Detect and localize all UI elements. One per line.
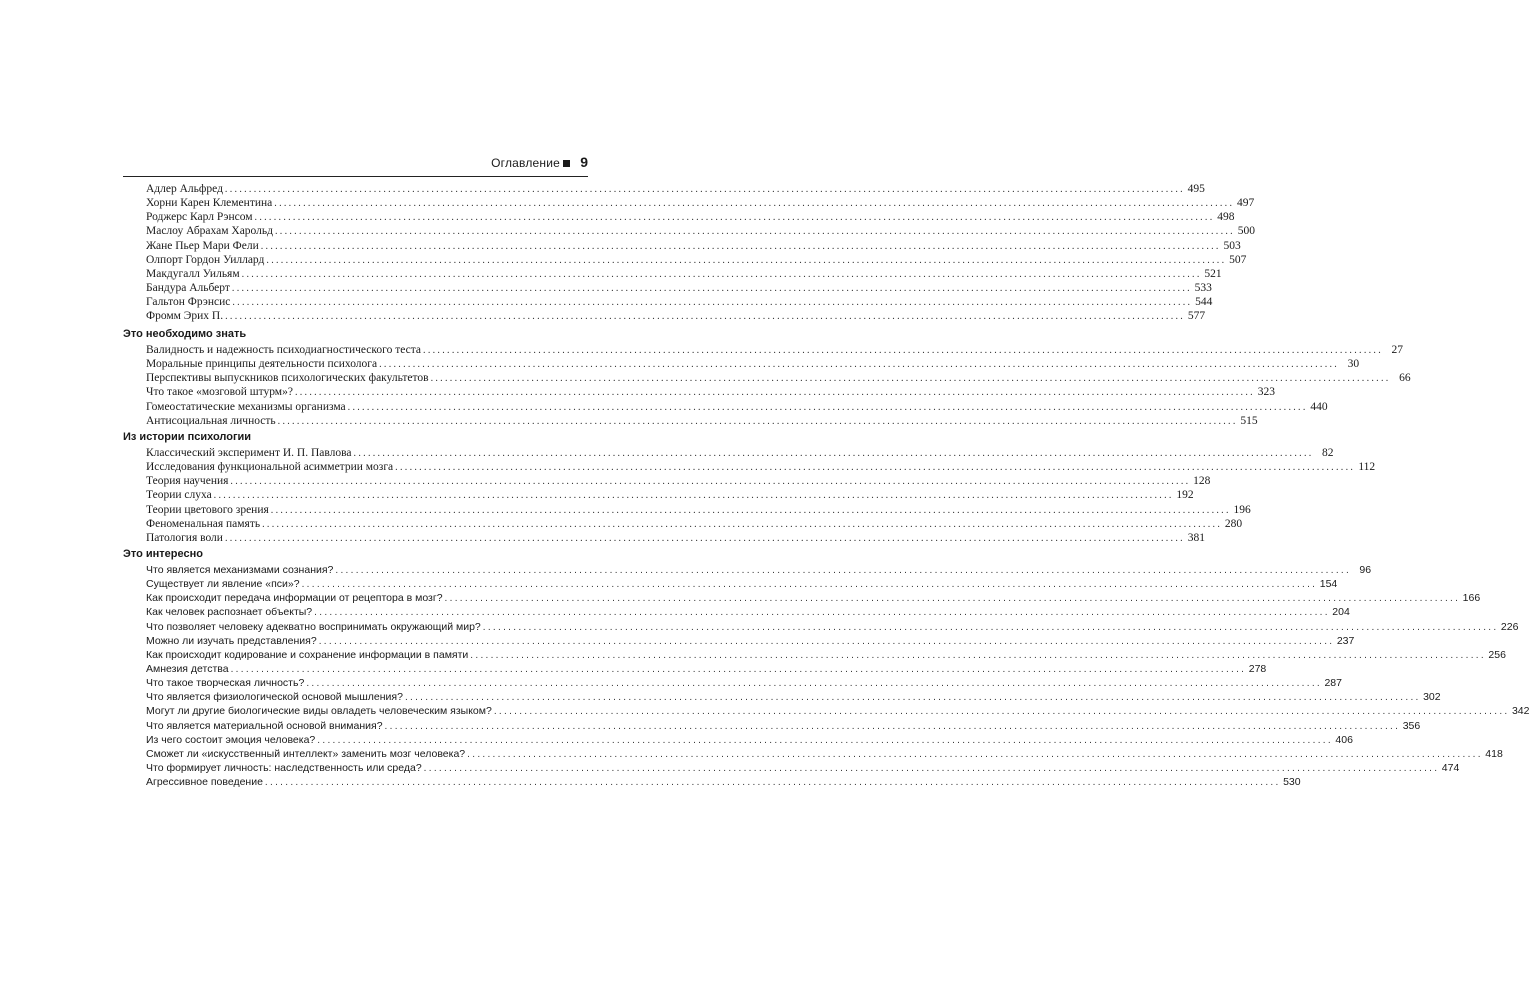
dot-leader: ........................................................................................................................................................................................................	[430, 373, 1391, 385]
entry-title: Бандура Альберт	[146, 281, 230, 294]
entry-title: Что является физиологической основой мышления?	[146, 691, 403, 704]
toc-entry	[123, 733, 1353, 747]
dot-leader: ........................................................................................................................................................................................................	[231, 282, 1192, 294]
toc-entry	[123, 343, 1404, 357]
toc-entry	[123, 253, 1247, 267]
toc-entry	[123, 210, 1235, 224]
dot-leader: ........................................................................................................................................................................................................	[423, 762, 1440, 774]
entry-page-number: 82	[1322, 447, 1334, 459]
dot-leader: ........................................................................................................................................................................................................	[317, 734, 1333, 746]
dot-leader: ........................................................................................................................................................................................................	[241, 268, 1202, 280]
dot-leader: ........................................................................................................................................................................................................	[404, 692, 1421, 704]
toc-entry	[123, 400, 1328, 414]
entry-title: Фромм Эрих П.	[146, 310, 224, 323]
entry-page-number: 192	[1176, 489, 1194, 502]
section-title: Это необходимо знать	[123, 328, 247, 340]
entry-title: Теории цветового зрения	[146, 503, 269, 516]
toc-entry	[123, 371, 1411, 385]
dot-leader: ........................................................................................................................................................................................................	[482, 621, 1499, 633]
toc-section-interesting	[123, 547, 1530, 789]
dot-leader: ........................................................................................................................................................................................................	[314, 607, 1330, 619]
entry-page-number: 30	[1347, 358, 1360, 371]
dot-leader: ........................................................................................................................................................................................................	[270, 504, 1231, 516]
toc-section-personalities	[123, 182, 1255, 323]
toc-section-must-know	[123, 327, 1411, 428]
entry-title: Теории слуха	[146, 489, 212, 502]
dot-leader: ........................................................................................................................................................................................................	[277, 415, 1238, 427]
dot-leader: ........................................................................................................................................................................................................	[470, 649, 1486, 661]
entry-page-number: 154	[1319, 578, 1338, 591]
toc-entry	[123, 267, 1222, 281]
entry-title: Как человек распознает объекты?	[146, 606, 313, 619]
dot-leader: ........................................................................................................................................................................................................	[467, 748, 1483, 760]
entry-title: Жане Пьер Мари Фели	[146, 239, 259, 252]
dot-leader: ........................................................................................................................................................................................................	[213, 490, 1174, 502]
entry-title: Гомеостатические механизмы организма	[146, 400, 346, 413]
entry-page-number: 278	[1248, 662, 1267, 675]
dot-leader: ........................................................................................................................................................................................................	[444, 593, 1461, 605]
toc-entry	[123, 196, 1255, 210]
entry-title: Существует ли явление «пси»?	[146, 578, 300, 591]
entry-title: Что является материальной основой внимания?	[146, 719, 383, 732]
toc-entry	[123, 309, 1206, 323]
toc-entry	[123, 239, 1241, 253]
dot-leader: ........................................................................................................................................................................................................	[225, 311, 1186, 323]
entry-page-number: 381	[1187, 531, 1205, 544]
running-head-title: Оглавление	[491, 156, 560, 170]
toc-entry	[123, 488, 1194, 502]
entry-page-number: 503	[1223, 239, 1241, 252]
entry-title: Олпорт Гордон Уиллард	[146, 253, 265, 266]
toc-entry	[123, 605, 1350, 619]
dot-leader: ........................................................................................................................................................................................................	[384, 720, 1401, 732]
entry-title: Хорни Карен Клементина	[146, 197, 273, 210]
dot-leader: ........................................................................................................................................................................................................	[335, 565, 1352, 576]
entry-title: Моральные принципы деятельности психолога	[146, 358, 378, 371]
entry-title: Валидность и надежность психодиагностического теста	[146, 344, 422, 356]
dot-leader: ........................................................................................................................................................................................................	[306, 678, 1322, 690]
entry-title: Можно ли изучать представления?	[146, 634, 317, 647]
entry-page-number: 406	[1335, 733, 1353, 746]
entry-page-number: 166	[1462, 592, 1481, 605]
toc-entry	[123, 577, 1338, 591]
entry-page-number: 515	[1240, 414, 1258, 427]
entry-page-number: 530	[1283, 776, 1301, 789]
entry-title: Что является механизмами сознания?	[146, 564, 334, 576]
entry-title: Перспективы выпускников психологических факультетов	[146, 372, 429, 385]
toc-entry	[123, 648, 1506, 662]
entry-page-number: 495	[1187, 183, 1205, 195]
entry-page-number: 96	[1359, 564, 1372, 576]
dot-leader: ........................................................................................................................................................................................................	[224, 532, 1185, 544]
dot-leader: ........................................................................................................................................................................................................	[423, 345, 1384, 356]
square-bullet-icon	[563, 160, 570, 167]
entry-title: Амнезия детства	[146, 662, 229, 675]
dot-leader: ........................................................................................................................................................................................................	[264, 777, 1281, 789]
toc-entry	[123, 704, 1530, 718]
dot-leader: ........................................................................................................................................................................................................	[395, 462, 1356, 474]
entry-title: Что такое «мозговой штурм»?	[146, 386, 293, 399]
entry-page-number: 196	[1233, 503, 1251, 516]
entry-page-number: 533	[1194, 281, 1212, 294]
entry-page-number: 577	[1187, 310, 1206, 323]
entry-page-number: 204	[1332, 606, 1350, 619]
entry-title: Макдугалл Уильям	[146, 267, 240, 280]
toc-entry	[123, 531, 1205, 545]
toc-entry	[123, 446, 1334, 460]
entry-title: Феноменальная память	[146, 517, 261, 530]
dot-leader: ........................................................................................................................................................................................................	[232, 297, 1193, 309]
entry-title: Классический эксперимент И. П. Павлова	[146, 447, 352, 459]
toc-entry	[123, 775, 1301, 789]
dot-leader: ........................................................................................................................................................................................................	[266, 254, 1227, 266]
toc-entry	[123, 690, 1441, 704]
toc-entry	[123, 474, 1211, 488]
dot-leader: ........................................................................................................................................................................................................	[224, 184, 1185, 195]
entry-page-number: 226	[1500, 620, 1519, 633]
entry-title: Что позволяет человеку адекватно воспринимать окружающий мир?	[146, 620, 481, 633]
toc-entry	[123, 357, 1360, 371]
entry-title: Агрессивное поведение	[146, 776, 263, 789]
toc-entry	[123, 761, 1460, 775]
entry-page-number: 342	[1511, 705, 1530, 718]
toc-section-history	[123, 430, 1376, 545]
section-title: Из истории психологии	[123, 431, 252, 443]
toc-entry	[123, 591, 1481, 605]
dot-leader: ........................................................................................................................................................................................................	[230, 663, 1247, 675]
dot-leader: ........................................................................................................................................................................................................	[493, 706, 1510, 718]
entry-title: Что такое творческая личность?	[146, 677, 305, 690]
toc-entry	[123, 281, 1212, 295]
entry-page-number: 112	[1358, 461, 1376, 474]
toc-entry	[123, 295, 1213, 309]
entry-page-number: 302	[1423, 691, 1441, 704]
entry-title: Антисоциальная личность	[146, 414, 276, 427]
toc-entry	[123, 620, 1519, 634]
toc-entry	[123, 224, 1255, 238]
entry-title: Адлер Альфред	[146, 183, 223, 195]
entry-page-number: 507	[1229, 253, 1247, 266]
dot-leader: ........................................................................................................................................................................................................	[260, 240, 1221, 252]
running-head	[123, 156, 588, 177]
dot-leader: ........................................................................................................................................................................................................	[379, 359, 1340, 371]
entry-page-number: 544	[1195, 296, 1213, 309]
section-title: Это интересно	[123, 548, 203, 560]
entry-title: Маслоу Абрахам Харольд	[146, 225, 273, 238]
toc-entry	[123, 385, 1275, 399]
dot-leader: ........................................................................................................................................................................................................	[274, 226, 1235, 238]
entry-title: Роджерс Карл Рэнсом	[146, 211, 253, 224]
entry-title: Как происходит кодирование и сохранение информации в памяти	[146, 648, 469, 661]
page-number: 9	[580, 154, 588, 170]
entry-page-number: 237	[1336, 634, 1355, 647]
entry-page-number: 128	[1193, 475, 1211, 488]
dot-leader: ........................................................................................................................................................................................................	[294, 387, 1255, 399]
entry-page-number: 497	[1237, 197, 1255, 210]
entry-page-number: 256	[1488, 648, 1506, 661]
dot-leader: ........................................................................................................................................................................................................	[318, 635, 1335, 647]
entry-page-number: 27	[1391, 344, 1404, 356]
toc-entry	[123, 460, 1376, 474]
dot-leader: ........................................................................................................................................................................................................	[254, 212, 1215, 224]
entry-page-number: 474	[1441, 761, 1460, 774]
entry-page-number: 287	[1324, 677, 1342, 690]
toc-entry	[123, 182, 1205, 196]
dot-leader: ........................................................................................................................................................................................................	[230, 476, 1191, 488]
toc-entry	[123, 747, 1503, 761]
toc-entry	[123, 676, 1342, 690]
entry-page-number: 66	[1399, 372, 1411, 385]
entry-title: Исследования функциональной асимметрии мозга	[146, 461, 394, 474]
toc-entry	[123, 719, 1421, 733]
entry-title: Патология воли	[146, 531, 223, 544]
toc-entry	[123, 414, 1258, 428]
entry-title: Теория научения	[146, 475, 229, 488]
dot-leader: ........................................................................................................................................................................................................	[347, 401, 1308, 413]
entry-page-number: 418	[1485, 747, 1503, 760]
entry-page-number: 323	[1257, 386, 1275, 399]
entry-page-number: 500	[1237, 225, 1255, 238]
toc-entry	[123, 634, 1355, 648]
toc-entry	[123, 503, 1251, 517]
entry-page-number: 280	[1224, 517, 1243, 530]
dot-leader: ........................................................................................................................................................................................................	[262, 518, 1223, 530]
entry-title: Как происходит передача информации от рецептора в мозг?	[146, 592, 443, 605]
toc-entry	[123, 563, 1372, 577]
toc-entry	[123, 517, 1243, 531]
dot-leader: ........................................................................................................................................................................................................	[301, 579, 1318, 591]
entry-title: Сможет ли «искусственный интеллект» заменить мозг человека?	[146, 747, 466, 760]
toc-entry	[123, 662, 1267, 676]
entry-title: Могут ли другие биологические виды овладеть человеческим языком?	[146, 705, 492, 718]
entry-page-number: 498	[1217, 211, 1235, 224]
entry-page-number: 356	[1402, 719, 1421, 732]
dot-leader: ........................................................................................................................................................................................................	[274, 198, 1235, 210]
entry-title: Из чего состоит эмоция человека?	[146, 733, 316, 746]
entry-page-number: 521	[1204, 267, 1222, 280]
entry-title: Гальтон Фрэнсис	[146, 296, 231, 309]
dot-leader: ........................................................................................................................................................................................................	[353, 448, 1314, 459]
entry-page-number: 440	[1310, 400, 1328, 413]
entry-title: Что формирует личность: наследственность или среда?	[146, 761, 422, 774]
